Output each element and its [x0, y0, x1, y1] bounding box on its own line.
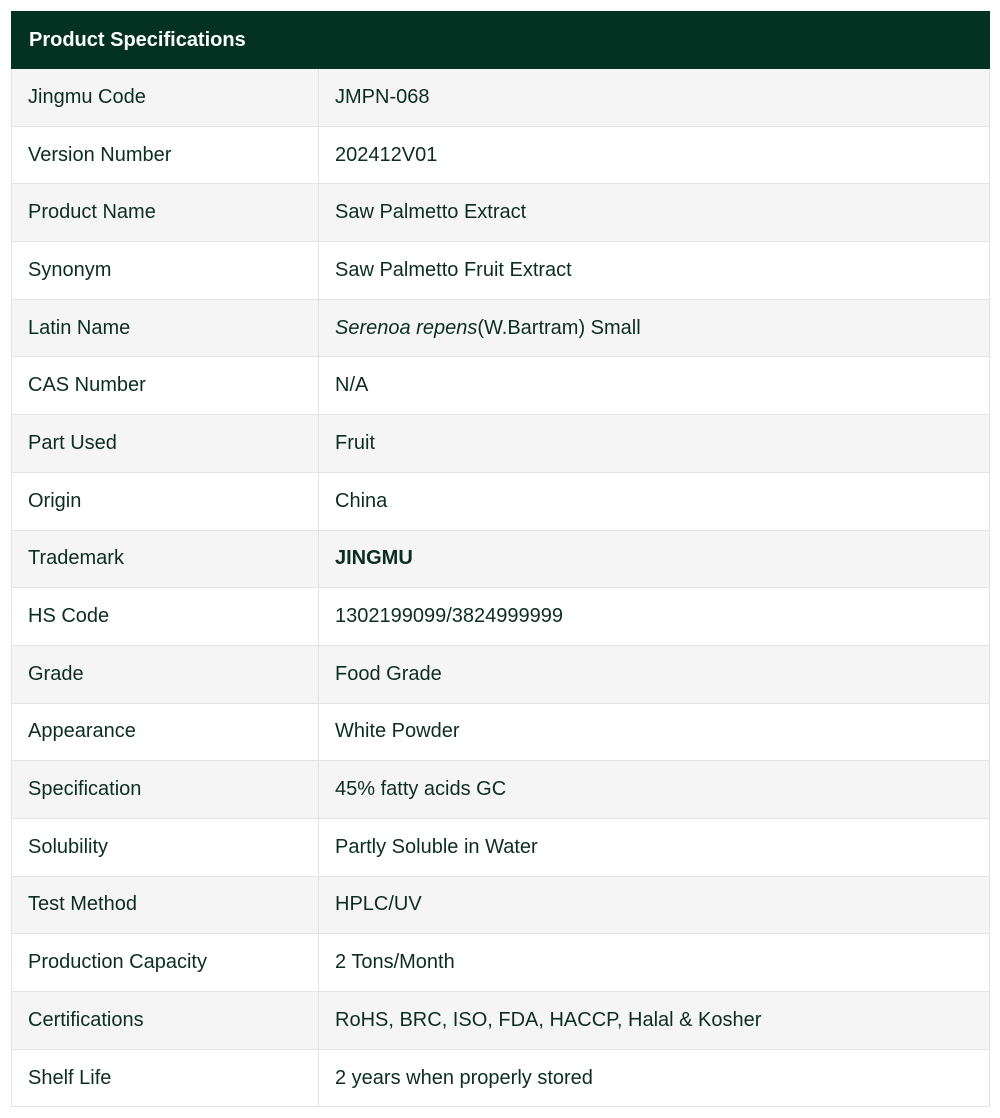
- row-label: Certifications: [12, 992, 319, 1050]
- row-value: RoHS, BRC, ISO, FDA, HACCP, Halal & Kosher: [319, 992, 990, 1050]
- row-value: 2 Tons/Month: [319, 934, 990, 992]
- row-label: Test Method: [12, 876, 319, 934]
- table-row: [12, 1049, 990, 1107]
- row-label: HS Code: [12, 588, 319, 646]
- row-label: Production Capacity: [12, 934, 319, 992]
- row-label: Latin Name: [12, 299, 319, 357]
- table-row: [12, 415, 990, 473]
- row-value: 2 years when properly stored: [319, 1049, 990, 1107]
- table-row: [12, 126, 990, 184]
- table-row: [12, 645, 990, 703]
- table-row: [12, 934, 990, 992]
- row-value: Saw Palmetto Extract: [319, 184, 990, 242]
- row-label: Jingmu Code: [12, 69, 319, 127]
- table-row: [12, 761, 990, 819]
- row-value: 1302199099/3824999999: [319, 588, 990, 646]
- table-row: [12, 703, 990, 761]
- table-title: Product Specifications: [12, 12, 990, 69]
- table-row: [12, 357, 990, 415]
- row-value: Fruit: [319, 415, 990, 473]
- table-row: [12, 530, 990, 588]
- product-specifications-table: [11, 11, 990, 1107]
- row-label: Origin: [12, 472, 319, 530]
- row-value: White Powder: [319, 703, 990, 761]
- row-value: JMPN-068: [319, 69, 990, 127]
- row-value: Saw Palmetto Fruit Extract: [319, 242, 990, 300]
- row-value: Food Grade: [319, 645, 990, 703]
- table-row: [12, 184, 990, 242]
- row-label: Product Name: [12, 184, 319, 242]
- row-label: Specification: [12, 761, 319, 819]
- row-label: Part Used: [12, 415, 319, 473]
- row-label: Appearance: [12, 703, 319, 761]
- table-row: [12, 242, 990, 300]
- table-row: [12, 876, 990, 934]
- row-label: Version Number: [12, 126, 319, 184]
- table-row: [12, 299, 990, 357]
- row-label: Grade: [12, 645, 319, 703]
- table-row: [12, 588, 990, 646]
- row-value: [319, 299, 990, 357]
- latin-name-authority: (W.Bartram) Small: [477, 316, 641, 339]
- row-value: China: [319, 472, 990, 530]
- row-label: Solubility: [12, 818, 319, 876]
- trademark-value: JINGMU: [319, 530, 990, 588]
- row-value: 202412V01: [319, 126, 990, 184]
- row-label: Synonym: [12, 242, 319, 300]
- row-label: Trademark: [12, 530, 319, 588]
- row-label: Shelf Life: [12, 1049, 319, 1107]
- row-label: CAS Number: [12, 357, 319, 415]
- table-row: [12, 472, 990, 530]
- row-value: HPLC/UV: [319, 876, 990, 934]
- row-value: Partly Soluble in Water: [319, 818, 990, 876]
- table-row: [12, 992, 990, 1050]
- row-value: N/A: [319, 357, 990, 415]
- table-header-row: [12, 12, 990, 69]
- latin-name-italic: Serenoa repens: [335, 316, 478, 339]
- row-value: 45% fatty acids GC: [319, 761, 990, 819]
- table-row: [12, 818, 990, 876]
- table-row: [12, 69, 990, 127]
